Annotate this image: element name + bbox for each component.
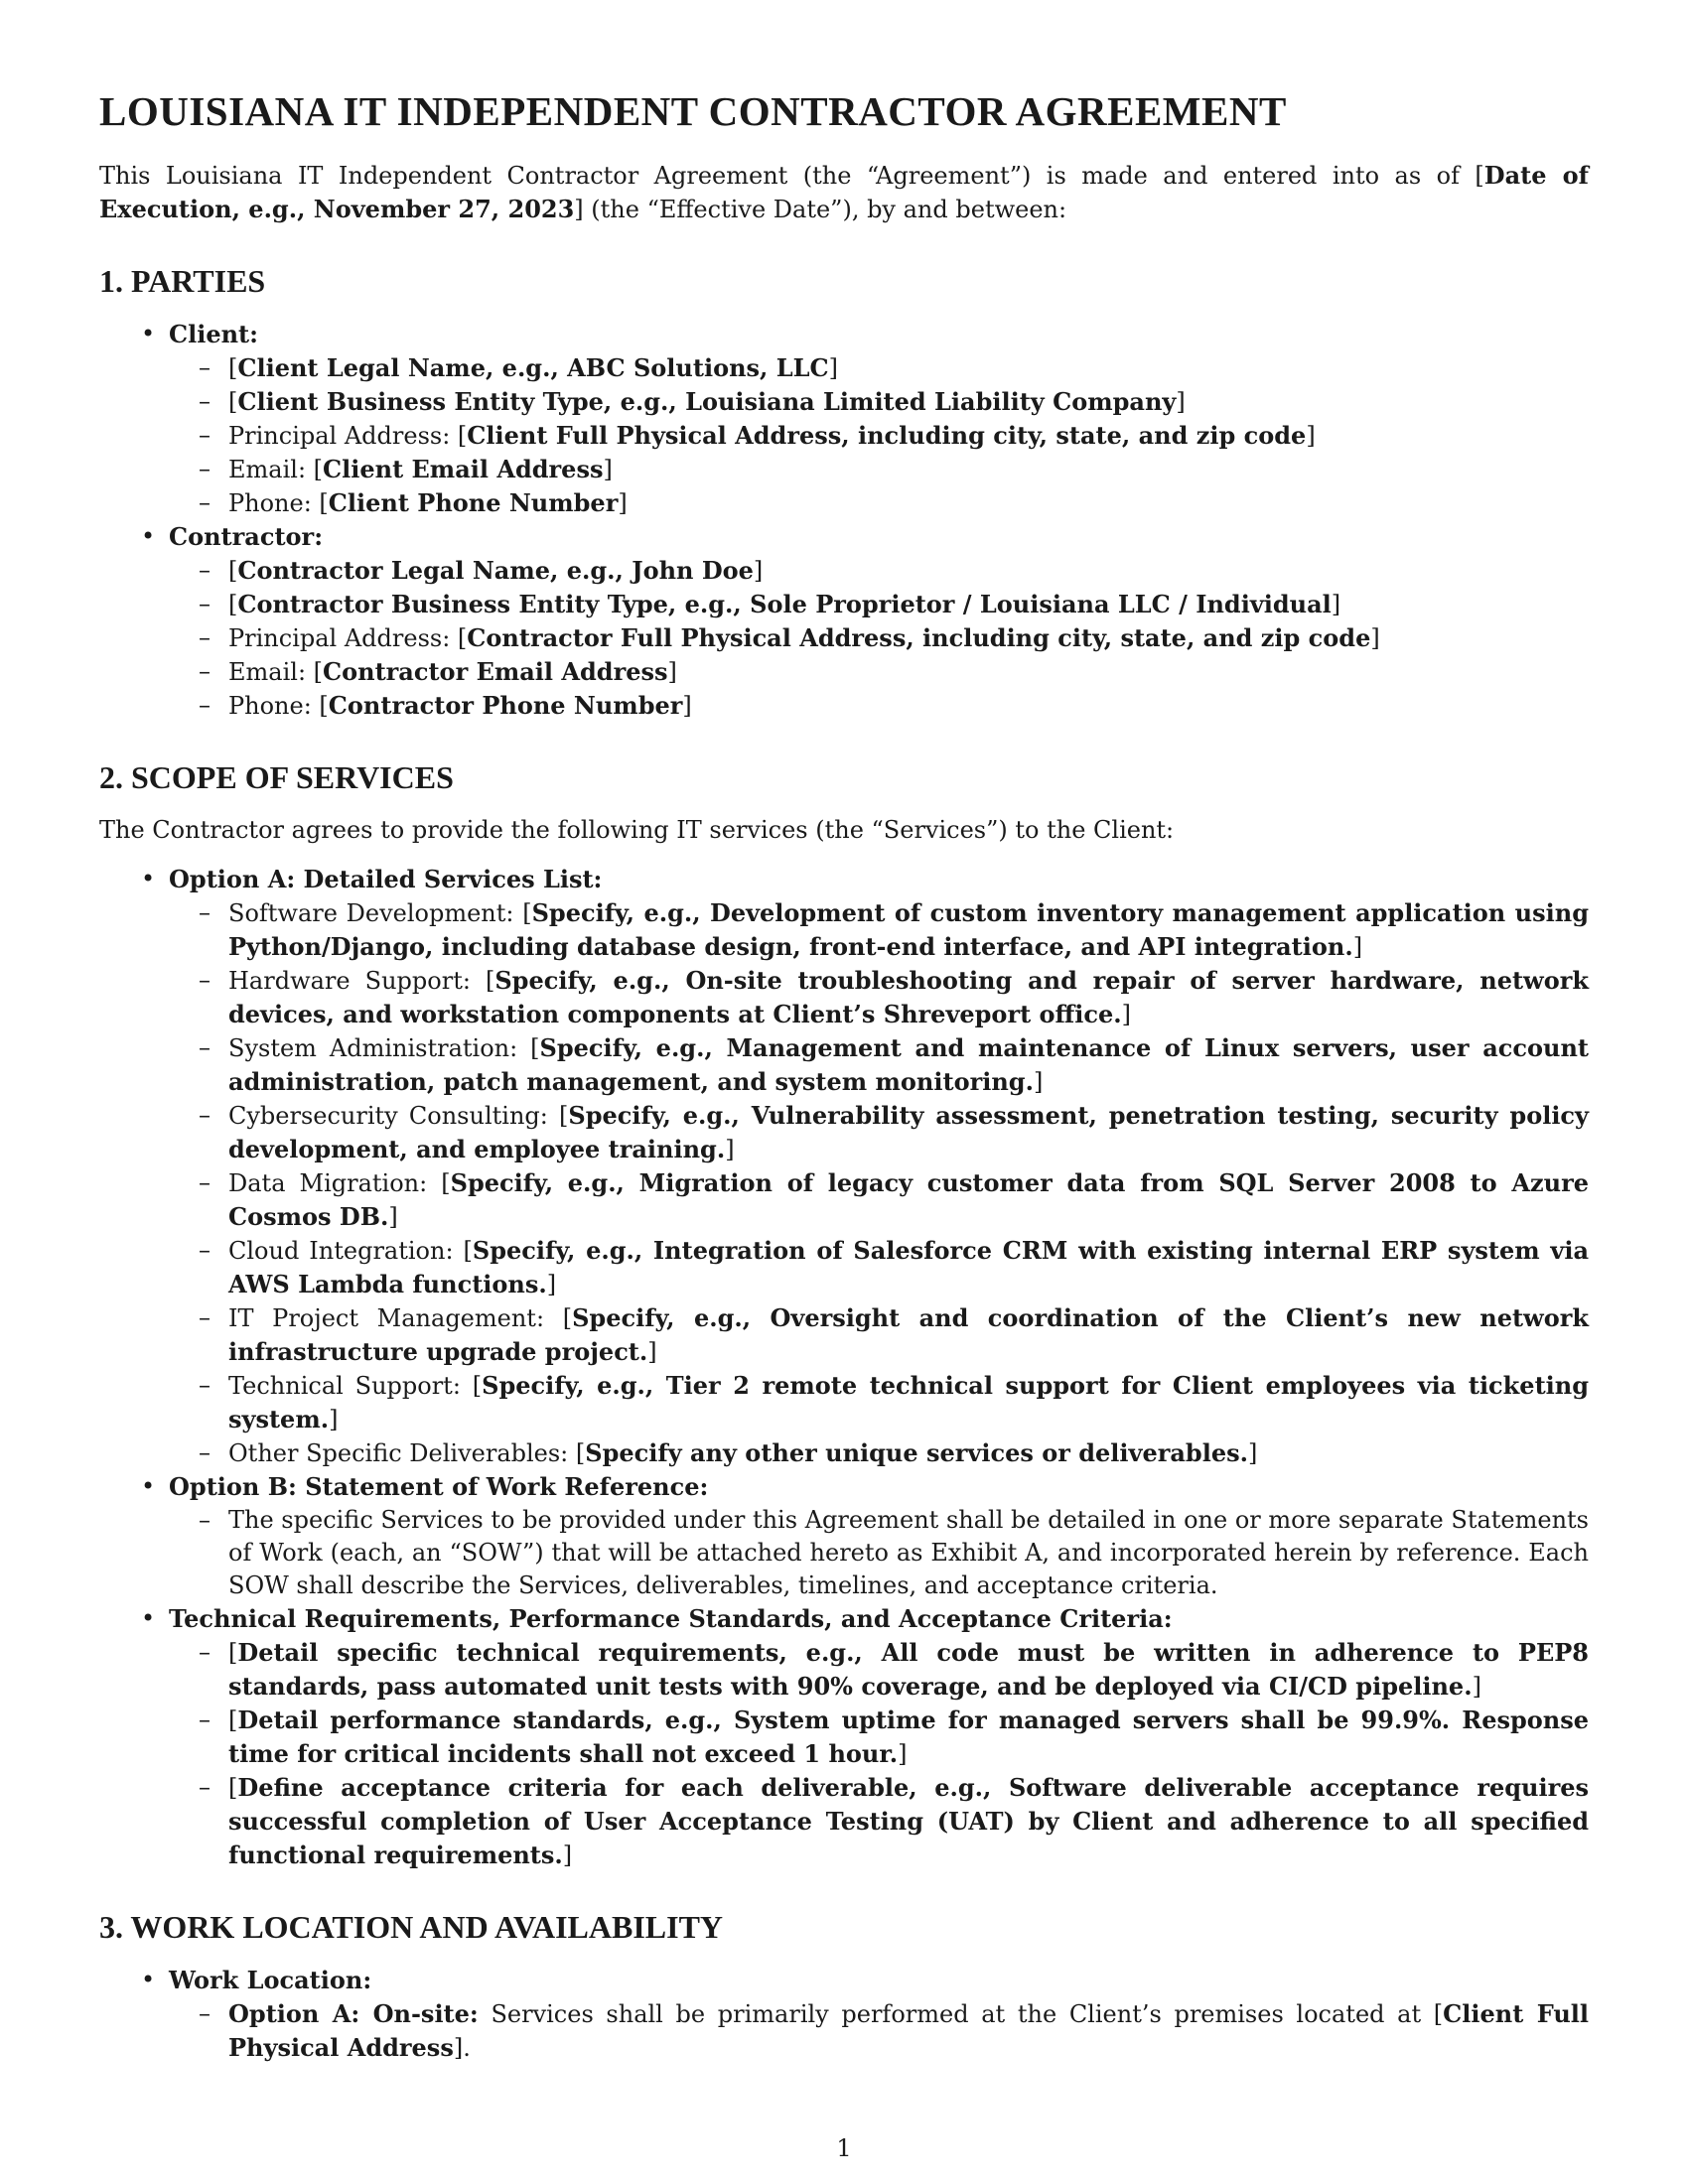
page-number: 1 <box>836 2134 852 2162</box>
list-item: – Other Specific Deliverables: [Specify any other unique services or deliverables.] <box>228 1436 1589 1470</box>
option-b-label: Option B: Statement of Work Reference: <box>169 1472 709 1501</box>
client-details <box>169 351 1589 520</box>
section-heading: 3. WORK LOCATION AND AVAILABILITY <box>99 1909 724 1945</box>
list-item: – [Detail specific technical requirements, e.g., All code must be written in adherence to PEP8 standards, pass automated unit tests with 90% coverage, and be deployed via CI/CD pipeline.] <box>228 1636 1589 1704</box>
contractor-details <box>169 554 1589 723</box>
list-item: – [Contractor Legal Name, e.g., John Doe] <box>228 554 1589 588</box>
parties-list <box>99 318 1589 723</box>
list-item <box>169 1470 1589 1602</box>
list-item <box>169 863 1589 1470</box>
services-list <box>169 896 1589 1470</box>
list-item: – [Define acceptance criteria for each deliverable, e.g., Software deliverable acceptance requires successful completion of User Acceptance Testing (UAT) by Client and adherence to all specified functional requirements.] <box>228 1771 1589 1872</box>
list-item: – Data Migration: [Specify, e.g., Migration of legacy customer data from SQL Server 2008 to Azure Cosmos DB.] <box>228 1166 1589 1234</box>
list-item: – Email: [Contractor Email Address] <box>228 655 1589 689</box>
list-item: – The specific Services to be provided under this Agreement shall be detailed in one or more separate Statements of Work (each, an “SOW”) that will be attached hereto as Exhibit A, and incorporated herein by reference. Each SOW shall describe the Services, deliverables, timelines, and acceptance criteria. <box>228 1504 1589 1602</box>
section-work-location <box>99 1908 1589 2065</box>
list-item: – Hardware Support: [Specify, e.g., On-site troubleshooting and repair of server hardware, network devices, and workstation components at Client’s Shreveport office.] <box>228 964 1589 1031</box>
section-scope <box>99 758 1589 1872</box>
intro-paragraph: This Louisiana IT Independent Contractor Agreement (the “Agreement”) is made and entered into as of [Date of Execution, e.g., November 27, 2023] (the “Effective Date”), by and between: <box>99 161 1589 223</box>
list-item: – [Contractor Business Entity Type, e.g., Sole Proprietor / Louisiana LLC / Individual] <box>228 588 1589 621</box>
list-item <box>169 318 1589 520</box>
list-item: – Cloud Integration: [Specify, e.g., Integration of Salesforce CRM with existing internal ERP system via AWS Lambda functions.] <box>228 1234 1589 1301</box>
list-item: – Principal Address: [Contractor Full Physical Address, including city, state, and zip code] <box>228 621 1589 655</box>
list-item: – Principal Address: [Client Full Physical Address, including city, state, and zip code] <box>228 419 1589 453</box>
list-item: – [Client Business Entity Type, e.g., Louisiana Limited Liability Company] <box>228 385 1589 419</box>
work-location-list <box>99 1964 1589 2065</box>
list-item: – [Detail performance standards, e.g., System uptime for managed servers shall be 99.9%. Response time for critical incidents shall not exceed 1 hour.] <box>228 1704 1589 1771</box>
list-item: – [Client Legal Name, e.g., ABC Solutions, LLC] <box>228 351 1589 385</box>
work-location-label: Work Location: <box>169 1966 372 1994</box>
tech-requirements-list <box>169 1636 1589 1872</box>
sow-list <box>169 1504 1589 1602</box>
list-item: – Cybersecurity Consulting: [Specify, e.g., Vulnerability assessment, penetration testing, security policy development, and employee training.] <box>228 1099 1589 1166</box>
tech-requirements-label: Technical Requirements, Performance Standards, and Acceptance Criteria: <box>169 1604 1173 1633</box>
section-heading: 2. SCOPE OF SERVICES <box>99 759 454 795</box>
contractor-label: Contractor: <box>169 522 324 551</box>
list-item: – IT Project Management: [Specify, e.g., Oversight and coordination of the Client’s new network infrastructure upgrade project.] <box>228 1301 1589 1369</box>
list-item <box>169 1964 1589 2065</box>
list-item: – Technical Support: [Specify, e.g., Tier 2 remote technical support for Client employees via ticketing system.] <box>228 1369 1589 1436</box>
list-item: – Phone: [Contractor Phone Number] <box>228 689 1589 723</box>
document-title: LOUISIANA IT INDEPENDENT CONTRACTOR AGREEMENT <box>99 88 1287 134</box>
list-item <box>169 520 1589 723</box>
client-label: Client: <box>169 320 258 348</box>
scope-intro: The Contractor agrees to provide the following IT services (the “Services”) to the Client: <box>99 816 1175 844</box>
list-item <box>169 1602 1589 1872</box>
list-item: – System Administration: [Specify, e.g., Management and maintenance of Linux servers, user account administration, patch management, and system monitoring.] <box>228 1031 1589 1099</box>
work-location-options <box>169 1997 1589 2065</box>
list-item: – Email: [Client Email Address] <box>228 453 1589 486</box>
document-page <box>99 87 1589 2065</box>
list-item: – Software Development: [Specify, e.g., Development of custom inventory management application using Python/Django, including database design, front-end interface, and API integration.] <box>228 896 1589 964</box>
section-parties <box>99 262 1589 723</box>
list-item: – Phone: [Client Phone Number] <box>228 486 1589 520</box>
scope-list <box>99 863 1589 1872</box>
section-heading: 1. PARTIES <box>99 263 266 299</box>
list-item: – Option A: On-site: Services shall be primarily performed at the Client’s premises located at [Client Full Physical Address]. <box>228 1997 1589 2065</box>
option-a-label: Option A: Detailed Services List: <box>169 865 603 893</box>
